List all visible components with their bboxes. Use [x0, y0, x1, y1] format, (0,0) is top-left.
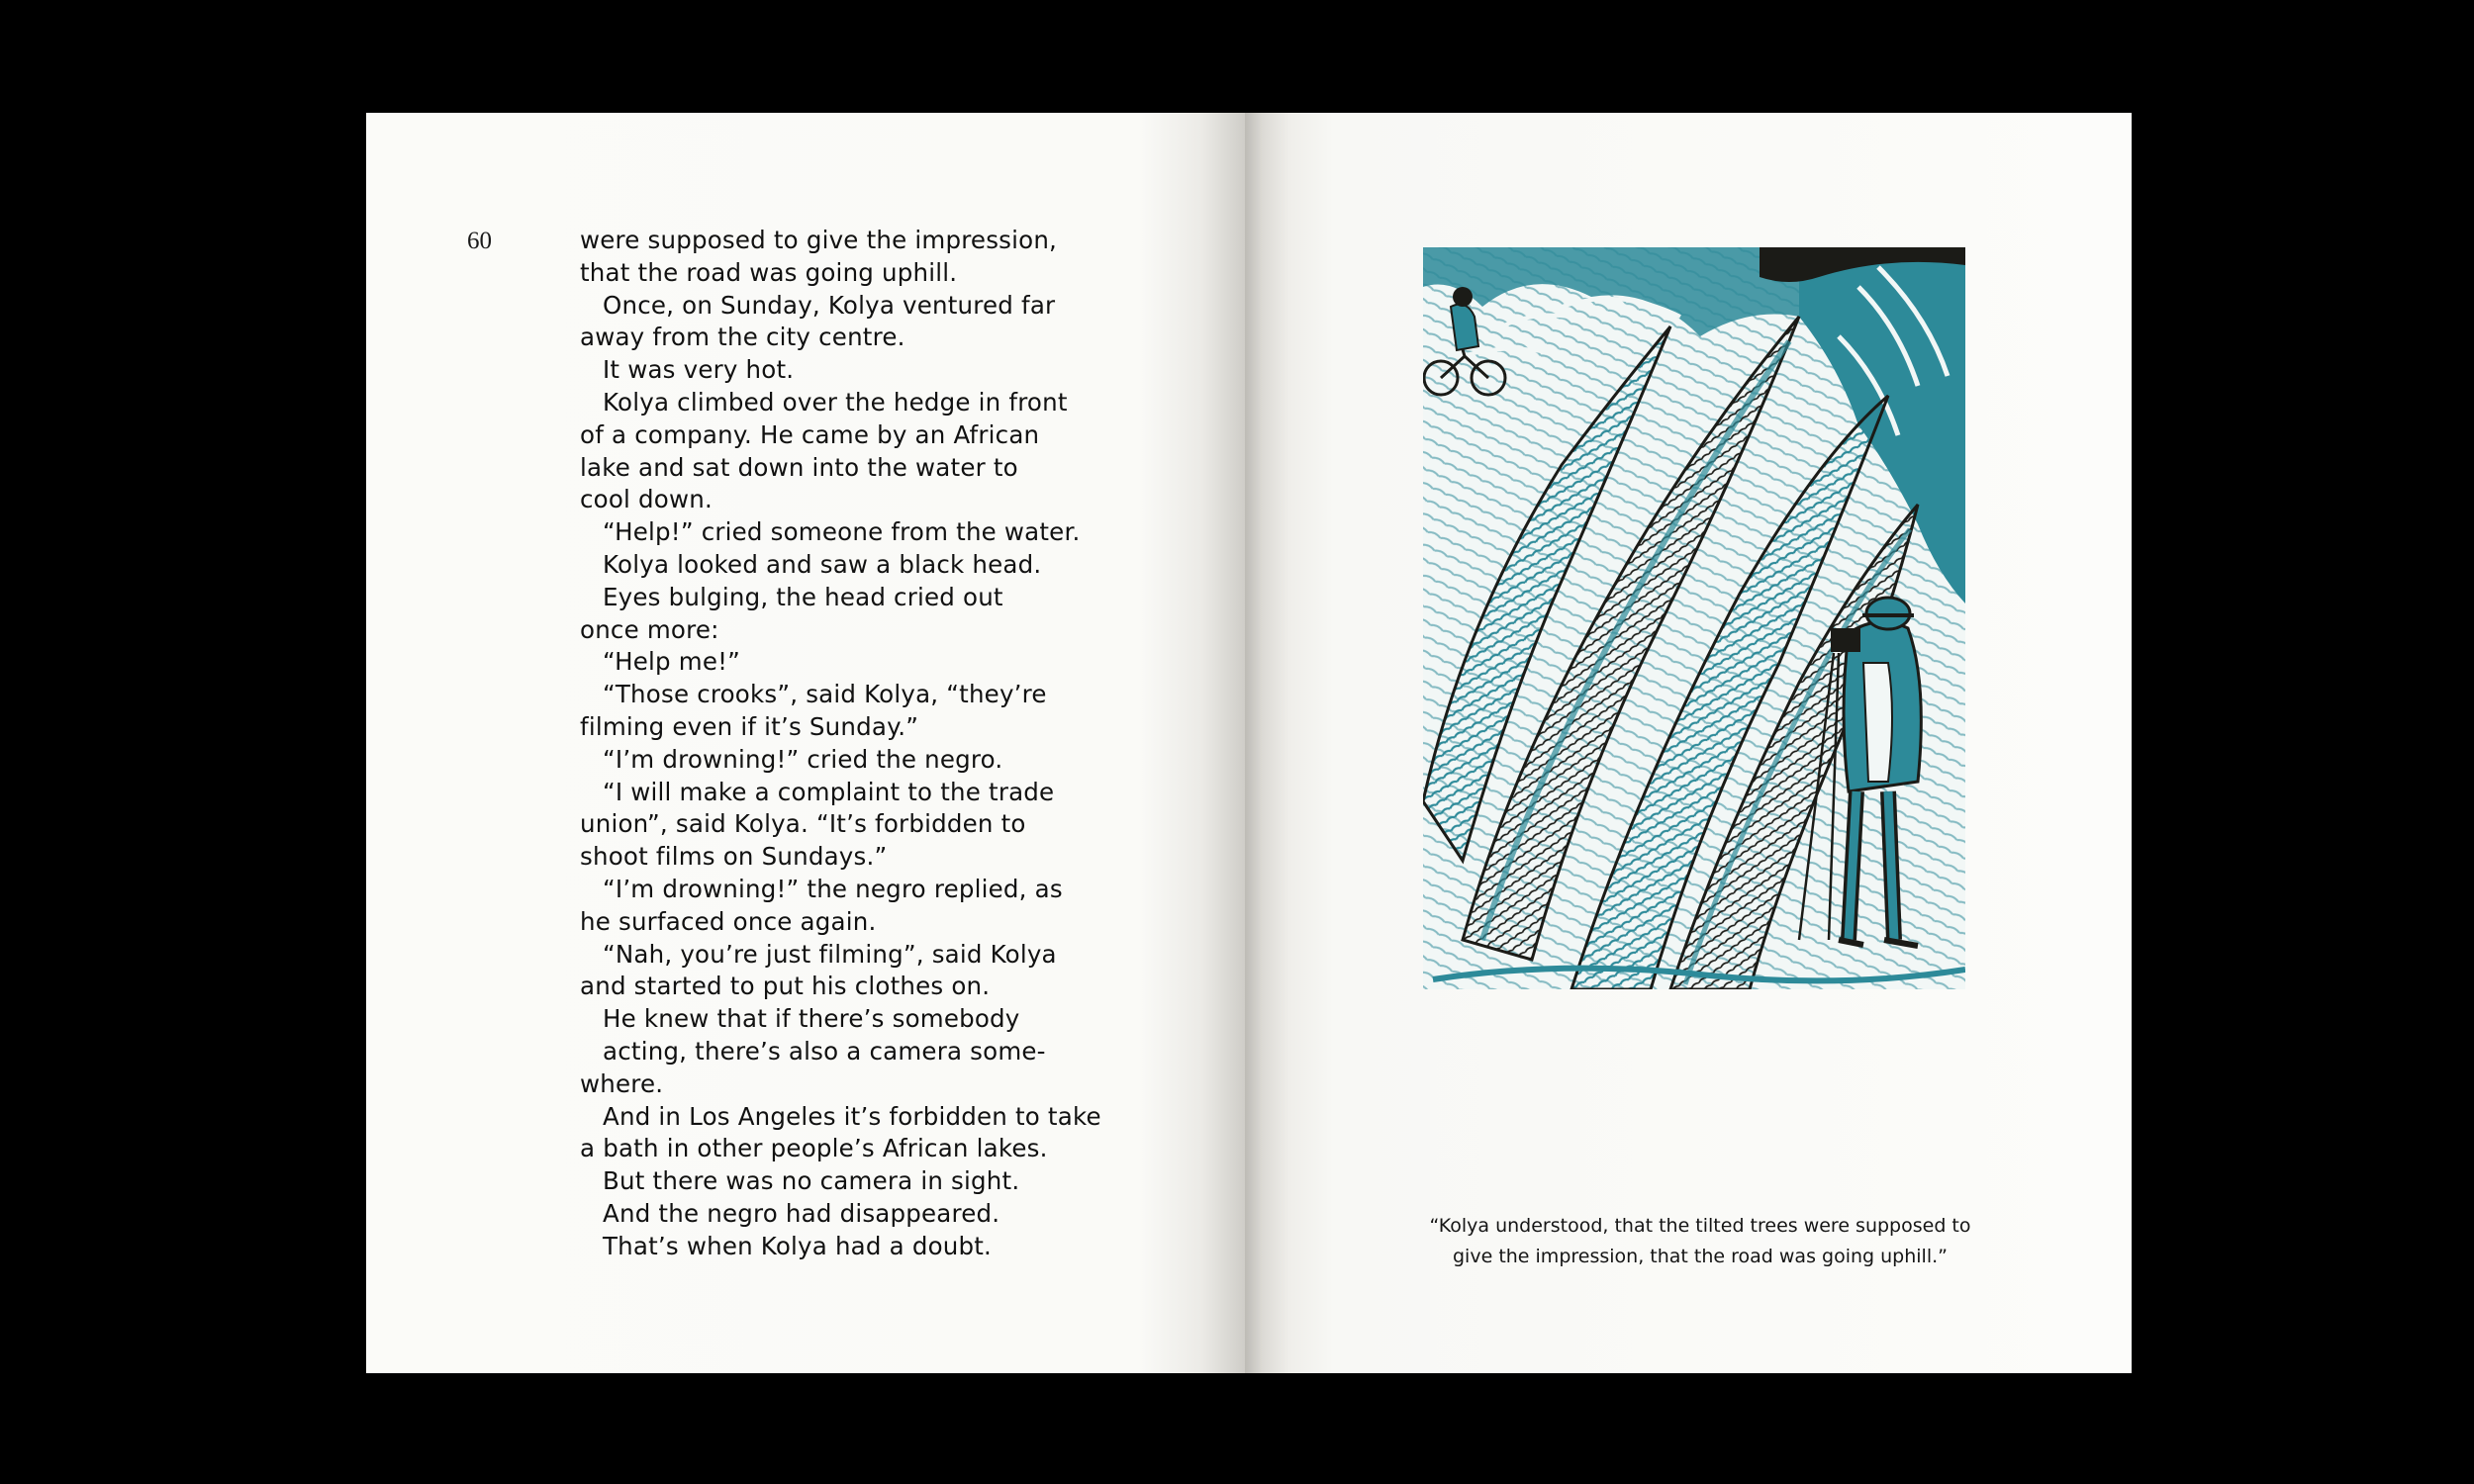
left-page [366, 113, 1245, 1373]
text-line: Kolya looked and saw a black head. [603, 549, 1042, 579]
text-line: were supposed to give the impression, [580, 226, 1058, 254]
text-line: That’s when Kolya had a doubt. [603, 1231, 993, 1260]
illustration [1423, 247, 1965, 989]
text-line: away from the city centre. [580, 323, 905, 352]
page-number: 60 [467, 228, 492, 254]
illustration-drawing [1423, 247, 1965, 989]
text-line: Eyes bulging, the head cried out [603, 582, 1003, 611]
text-line: once more: [580, 614, 719, 644]
text-line: “I’m drowning!” cried the negro. [603, 744, 1003, 774]
text-line: Kolya climbed over the hedge in front [603, 387, 1068, 417]
text-line: And the negro had disappeared. [603, 1198, 1000, 1228]
text-line: “I will make a complaint to the trade [603, 777, 1055, 806]
body-text [580, 225, 1134, 1263]
caption-line: “Kolya understood, that the tilted trees were supposed to [1429, 1215, 1971, 1237]
text-line: filming even if it’s Sunday.” [580, 711, 919, 741]
text-line: “Those crooks”, said Kolya, “they’re [603, 680, 1047, 709]
text-line: that the road was going uphill. [580, 257, 958, 287]
text-line: a bath in other people’s African lakes. [580, 1134, 1048, 1163]
text-line: acting, there’s also a camera some- [603, 1036, 1046, 1066]
text-line: And in Los Angeles it’s forbidden to take [603, 1101, 1101, 1131]
text-line: lake and sat down into the water to [580, 452, 1018, 482]
text-line: “Nah, you’re just filming”, said Kolya [603, 939, 1057, 969]
text-line: shoot films on Sundays.” [580, 842, 888, 872]
caption-line: give the impression, that the road was going uphill.” [1453, 1246, 1948, 1267]
text-line: “Help!” cried someone from the water. [603, 517, 1081, 547]
text-line: union”, said Kolya. “It’s forbidden to [580, 809, 1026, 839]
text-line: of a company. He came by an African [580, 419, 1040, 449]
text-line: cool down. [580, 485, 713, 514]
text-line: But there was no camera in sight. [603, 1166, 1020, 1196]
text-line: where. [580, 1068, 664, 1098]
text-line: He knew that if there’s somebody [603, 1004, 1020, 1034]
text-line: It was very hot. [603, 355, 795, 385]
text-line: “Help me!” [603, 647, 741, 677]
text-line: “I’m drowning!” the negro replied, as [603, 874, 1063, 903]
text-line: he surfaced once again. [580, 906, 877, 936]
book-spread [366, 113, 2132, 1373]
text-line: and started to put his clothes on. [580, 972, 991, 1001]
text-line: Once, on Sunday, Kolya ventured far [603, 290, 1056, 320]
illustration-caption [1370, 1211, 2031, 1272]
